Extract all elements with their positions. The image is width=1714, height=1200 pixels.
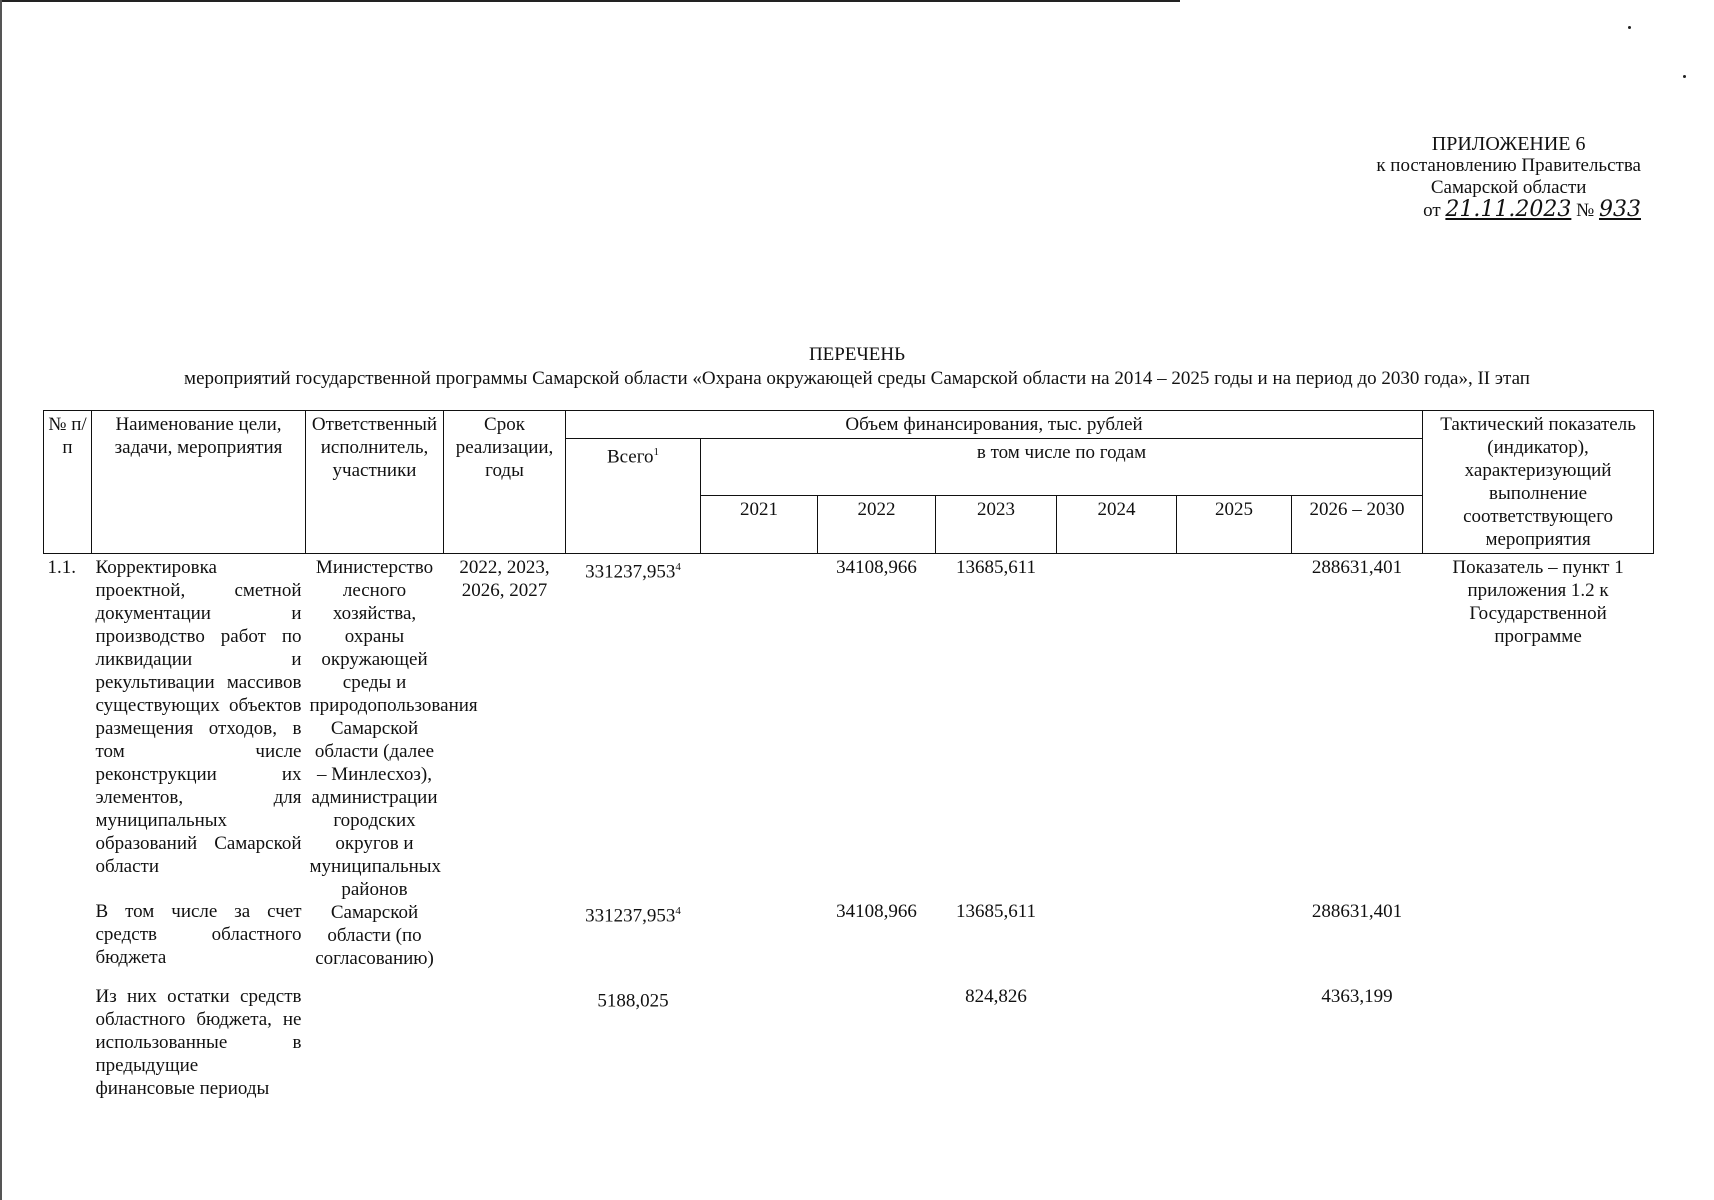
scan-speck [1683, 75, 1686, 78]
subrow-total: 5188,025 [597, 990, 669, 1012]
row-2026-2030: 288631,401 [1311, 557, 1403, 578]
header-year-2026-2030: 2026 – 2030 [1292, 496, 1423, 554]
header-period: Срок реализации, годы [444, 411, 566, 554]
table-sub-row [44, 983, 1654, 1102]
row-2025 [1177, 554, 1292, 899]
appendix-date-line [1376, 199, 1641, 222]
header-year-2021: 2021 [701, 496, 818, 554]
row-name: Корректировка проектной, сметной документации и производство работ по ликвидации и рекультивации массивов существующих объектов размещения отходов, в том числе реконструкции их элементов, для муниципальных образований Самарской области [95, 557, 302, 877]
subrow-2022 [818, 983, 936, 1102]
appendix-line-1: к постановлению Правительства [1376, 155, 1641, 176]
footnote-marker: 1 [653, 446, 660, 458]
row-executor: Министерство лесного хозяйства, охраны окружающей среды и природопользования Самарской области (далее – Минлесхоз), администрации городских округов и муниципальных районов Самарской области (по согласованию) [309, 557, 478, 969]
document-heading [0, 343, 1714, 391]
from-label: от [1423, 200, 1441, 221]
subrow-2023: 824,826 [965, 986, 1027, 1007]
header-by-years: в том числе по годам [701, 439, 1423, 496]
appendix-title: ПРИЛОЖЕНИЕ 6 [1431, 133, 1586, 155]
row-indicator: Показатель – пункт 1 приложения 1.2 к Государственной программе [1452, 557, 1624, 647]
row-2024 [1057, 554, 1177, 899]
header-year-2023: 2023 [936, 496, 1057, 554]
subrow-2026-2030: 288631,401 [1311, 901, 1403, 922]
scan-speck [1628, 26, 1631, 29]
appendix-stamp [1376, 133, 1641, 222]
header-year-2022: 2022 [818, 496, 936, 554]
header-total: Всего$^1$ [566, 439, 701, 554]
row-num: 1.1. [47, 557, 76, 578]
row-total: 331237,953$^4$ [585, 561, 681, 583]
document-subtitle: мероприятий государственной программы Самарской области «Охрана окружающей среды Самарской области на 2014 – 2025 годы и на период до 2030 года», II этап [184, 368, 1530, 389]
document-title: ПЕРЕЧЕНЬ [808, 344, 906, 365]
table-sub-row [44, 898, 1654, 983]
subrow-2023: 13685,611 [955, 901, 1037, 922]
subrow-2026-2030: 4363,199 [1321, 986, 1393, 1007]
header-executor: Ответственный исполнитель, участники [306, 411, 444, 554]
subrow-total: 331237,953$^4$ [585, 905, 681, 927]
header-financing: Объем финансирования, тыс. рублей [566, 411, 1423, 439]
row-2023: 13685,611 [955, 557, 1037, 578]
header-num: № п/п [44, 411, 92, 554]
row-2022: 34108,966 [836, 557, 917, 578]
header-year-2024: 2024 [1057, 496, 1177, 554]
subrow-name: Из них остатки средств областного бюджета, не использованные в предыдущие финансовые периоды [95, 986, 302, 1099]
header-indicator: Тактический показатель (индикатор), характеризующий выполнение соответствующего мероприятия [1423, 411, 1654, 554]
appendix-line-2: Самарской области [1430, 177, 1587, 198]
scan-edge-left [0, 0, 2, 1200]
header-name: Наименование цели, задачи, мероприятия [92, 411, 306, 554]
row-2021 [701, 554, 818, 899]
row-period: 2022, 2023, 2026, 2027 [459, 557, 550, 601]
measures-table [43, 410, 1654, 1102]
scan-edge-top [0, 0, 1180, 2]
header-year-2025: 2025 [1177, 496, 1292, 554]
subrow-name: В том числе за счет средств областного бюджета [95, 901, 302, 968]
table-row [44, 554, 1654, 899]
handwritten-date: 21.11.2023 [1445, 197, 1572, 222]
handwritten-number: 933 [1599, 197, 1641, 222]
subrow-2022: 34108,966 [836, 901, 917, 922]
number-label: № [1576, 200, 1595, 221]
